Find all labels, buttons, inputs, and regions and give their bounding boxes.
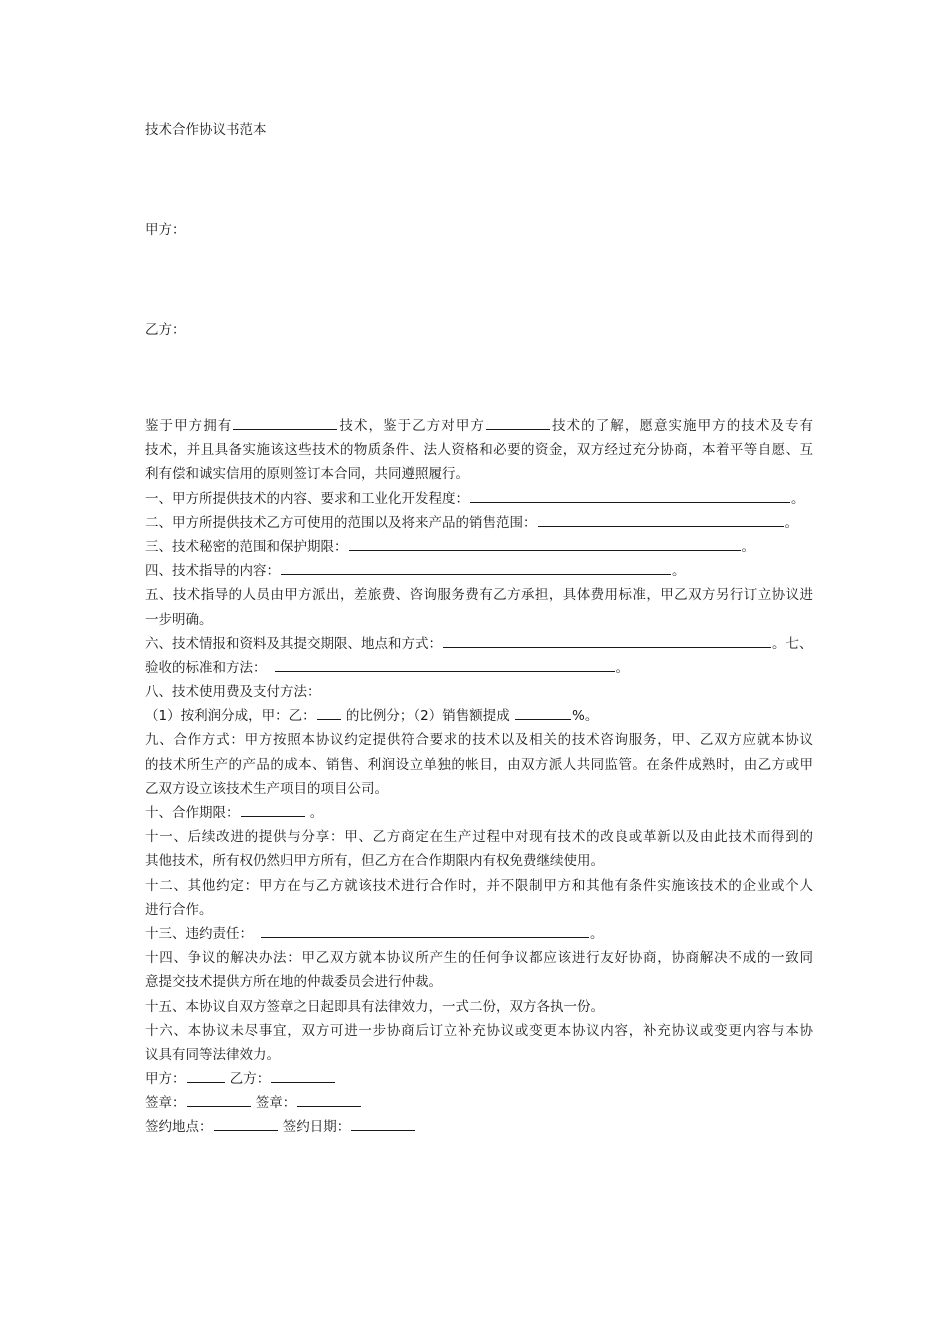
clause-5-line-1: 五、技术指导的人员由甲方派出，差旅费、咨询服务费有乙方承担，具体费用标准，甲乙双方另行订立协议进: [145, 587, 813, 604]
intro-line-2: 技术，并且具备实施该这些技术的物质条件、法人资格和必要的资金，双方经过充分协商，本着平等自愿、互: [145, 442, 813, 459]
blank-field: [271, 1067, 335, 1083]
clause-3: 三、技术秘密的范围和保护期限： 。: [145, 535, 813, 559]
clause-9-line-2: 的技术所生产的产品的成本、销售、利润设立单独的帐目，由双方派人共同监管。在条件成熟时，由乙方或甲: [145, 756, 813, 773]
clause-9-line-1: 九、合作方式：甲方按照本协议约定提供符合要求的技术以及相关的技术咨询服务，甲、乙双方应就本协议: [145, 732, 813, 749]
blank-field: [470, 487, 790, 503]
clause-9-line-3: 乙双方设立该技术生产项目的项目公司。: [145, 780, 388, 797]
clause-8: 八、技术使用费及支付方法：: [145, 684, 321, 701]
clause-10: 十、合作期限： 。: [145, 801, 813, 825]
clause-16-line-1: 十六、本协议未尽事宜，双方可进一步协商后订立补充协议或变更本协议内容，补充协议或变更内容与本协: [145, 1022, 813, 1039]
blank-field: [486, 414, 550, 430]
clause-8-options: （1）按利润分成，甲：乙： 的比例分；（2）销售额提成 %。: [145, 704, 813, 728]
clause-16-line-2: 议具有同等法律效力。: [145, 1046, 280, 1063]
clause-2: 二、甲方所提供技术乙方可使用的范围以及将来产品的销售范围： 。: [145, 511, 813, 535]
blank-field: [214, 1115, 278, 1131]
blank-field: [349, 535, 741, 551]
blank-field: [515, 704, 571, 720]
clause-11-line-1: 十一、后续改进的提供与分享：甲、乙方商定在生产过程中对现有技术的改良或革新以及由此技术而得到的: [145, 829, 813, 846]
clause-1: 一、甲方所提供技术的内容、要求和工业化开发程度： 。: [145, 487, 813, 511]
agreement-body: [145, 414, 813, 1140]
blank-field: [281, 559, 671, 575]
clause-12-line-2: 进行合作。: [145, 901, 213, 918]
signature-place-date: 签约地点： 签约日期：: [145, 1115, 813, 1139]
clause-12-line-1: 十二、其他约定：甲方在与乙方就该技术进行合作时，并不限制甲方和其他有条件实施该技术的企业或个人: [145, 877, 813, 894]
blank-field: [187, 1091, 251, 1107]
blank-field: [233, 414, 337, 430]
clause-14-line-1: 十四、争议的解决办法：甲乙双方就本协议所产生的任何争议都应该进行友好协商，协商解决不成的一致同: [145, 950, 813, 967]
clause-6: 六、技术情报和资料及其提交期限、地点和方式： 。七、: [145, 632, 813, 656]
blank-field: [351, 1115, 415, 1131]
clause-5-line-2: 一步明确。: [145, 611, 213, 628]
blank-field: [187, 1067, 225, 1083]
blank-field: [297, 1091, 361, 1107]
blank-field: [443, 632, 771, 648]
party-a-label: 甲方：: [145, 222, 186, 238]
intro-line-3: 利有偿和诚实信用的原则签订本合同，共同遵照履行。: [145, 466, 469, 483]
blank-field: [261, 922, 589, 938]
clause-13: 十三、违约责任： 。: [145, 922, 813, 946]
blank-field: [241, 801, 305, 817]
blank-field: [317, 704, 341, 720]
clause-4: 四、技术指导的内容： 。: [145, 559, 813, 583]
document-title: 技术合作协议书范本: [145, 122, 267, 138]
intro-line-1: 鉴于甲方拥有 技术，鉴于乙方对甲方 技术的了解，愿意实施甲方的技术及专有: [145, 414, 813, 438]
blank-field: [538, 511, 784, 527]
clause-11-line-2: 其他技术，所有权仍然归甲方所有，但乙方在合作期限内有权免费继续使用。: [145, 853, 604, 870]
blank-field: [275, 656, 615, 672]
clause-15: 十五、本协议自双方签章之日起即具有法律效力，一式二份，双方各执一份。: [145, 998, 604, 1015]
clause-14-line-2: 意提交技术提供方所在地的仲裁委员会进行仲裁。: [145, 974, 442, 991]
clause-7: 验收的标准和方法： 。: [145, 656, 813, 680]
party-b-label: 乙方：: [145, 322, 186, 338]
signature-seals: 签章： 签章：: [145, 1091, 813, 1115]
signature-parties: 甲方： 乙方：: [145, 1067, 813, 1091]
